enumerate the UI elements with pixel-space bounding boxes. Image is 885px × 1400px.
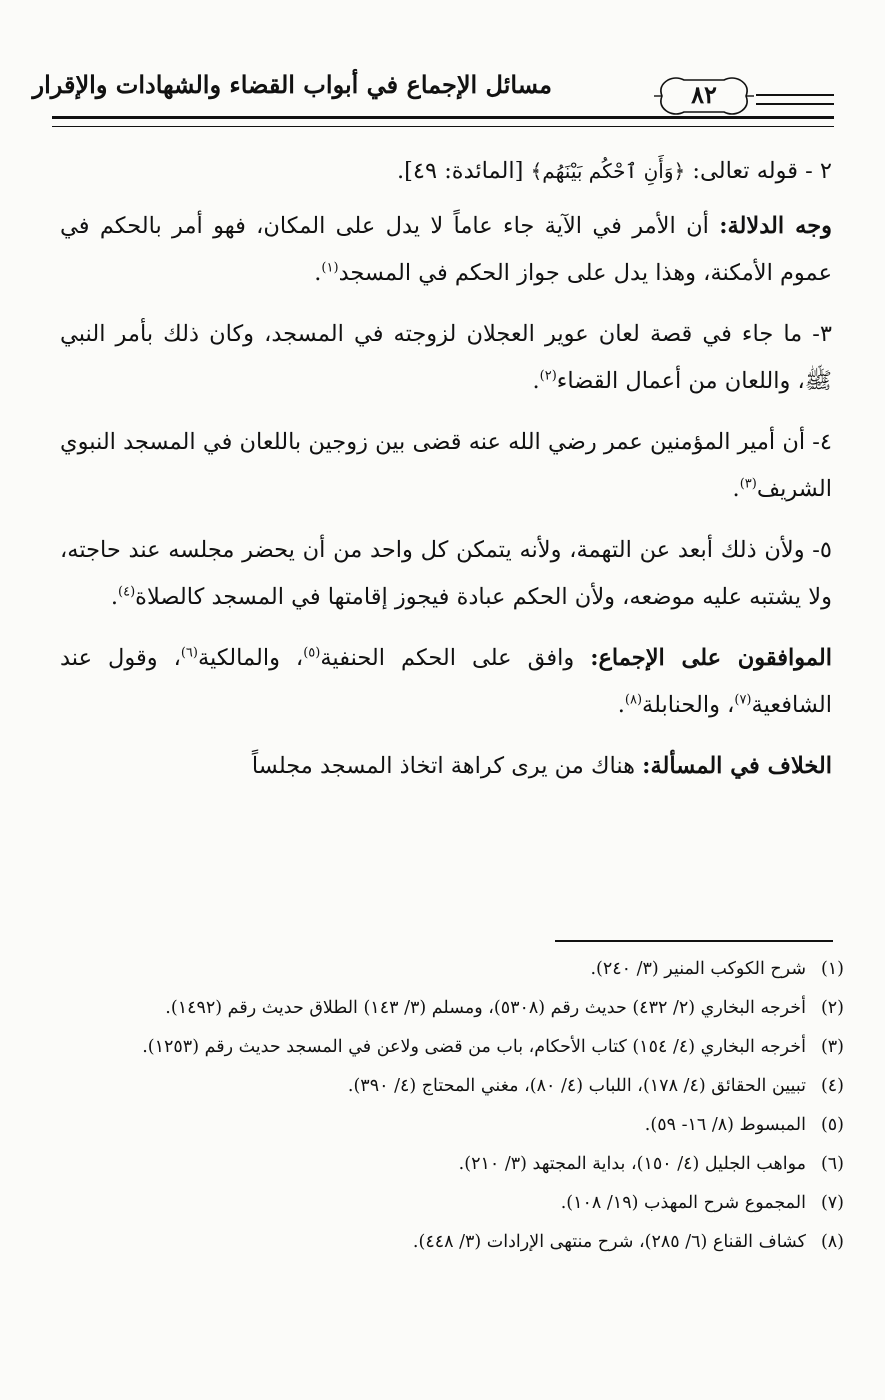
footnote-item	[72, 1032, 844, 1063]
punctuation: .	[532, 368, 540, 394]
footnote-ref[interactable]: (٣)	[739, 476, 757, 492]
paragraph-disagreement	[60, 743, 832, 790]
paragraph-text: هناك من يرى كراهة اتخاذ المسجد مجلساً	[251, 753, 643, 779]
paragraph-text: ، وقول عند الشافعية	[60, 645, 832, 718]
paragraph-text: ٤- أن أمير المؤمنين عمر رضي الله عنه قضى بين زوجين باللعان في المسجد النبوي الشريف	[60, 429, 832, 502]
footnote-text: أخرجه البخاري (٢/ ٤٣٢) حديث رقم (٥٣٠٨)، ومسلم (٣/ ١٤٣) الطلاق حديث رقم (١٤٩٢).	[165, 998, 806, 1018]
footnote-ref[interactable]: (٥)	[303, 645, 321, 661]
paragraph-evidence-2	[60, 148, 832, 195]
section-label: وجه الدلالة:	[719, 213, 832, 239]
footnote-text: المبسوط (٨/ ١٦- ٥٩).	[644, 1115, 806, 1135]
section-label: الموافقون على الإجماع:	[590, 645, 833, 671]
footnote-text: تبيين الحقائق (٤/ ١٧٨)، اللباب (٤/ ٨٠)، مغني المحتاج (٤/ ٣٩٠).	[347, 1076, 806, 1096]
punctuation: .	[314, 260, 322, 286]
page-number-frame	[654, 74, 754, 118]
header-ornament-line	[756, 94, 834, 105]
punctuation: .	[110, 584, 119, 610]
paragraph-text: ٥- ولأن ذلك أبعد عن التهمة، ولأنه يتمكن كل واحد من أن يحضر مجلسه عند حاجته، ولا يشتبه عليه موضعه، ولأن الحكم عبادة فيجوز إقامتها في المسجد كالصلاة	[60, 537, 832, 610]
footnotes	[72, 954, 844, 1266]
footnote-separator	[555, 940, 833, 942]
footnote-text: كشاف القناع (٦/ ٢٨٥)، شرح منتهى الإرادات (٣/ ٤٤٨).	[412, 1232, 806, 1252]
footnote-ref[interactable]: (٤)	[118, 584, 136, 600]
punctuation: .	[617, 692, 625, 718]
header-rule	[52, 116, 834, 127]
footnote-ref[interactable]: (٦)	[180, 645, 198, 661]
running-title: مسائل الإجماع في أبواب القضاء والشهادات والإقرار	[32, 70, 552, 99]
paragraph-evidence-3	[60, 311, 832, 405]
paragraph-evidence-5	[60, 527, 832, 621]
section-label: الخلاف في المسألة:	[642, 753, 832, 779]
paragraph-text: أن الأمر في الآية جاء عاماً لا يدل على المكان، فهو أمر بالحكم في عموم الأمكنة، وهذا يدل على جواز الحكم في المسجد	[60, 213, 832, 286]
footnote-number: (٧)	[820, 1193, 844, 1213]
main-text	[60, 148, 832, 804]
paragraph-indication	[60, 203, 832, 297]
footnote-number: (٦)	[820, 1154, 844, 1174]
punctuation: .	[732, 476, 740, 502]
footnote-number: (٤)	[820, 1076, 844, 1096]
paragraph-agreement	[60, 635, 832, 729]
footnote-item	[72, 1110, 844, 1141]
footnote-item	[72, 1188, 844, 1219]
footnote-number: (٥)	[820, 1115, 844, 1135]
footnote-ref[interactable]: (١)	[321, 260, 339, 276]
footnote-item	[72, 954, 844, 985]
paragraph-text: ٣- ما جاء في قصة لعان عوير العجلان لزوجته في المسجد، وكان ذلك بأمر النبي ﷺ، واللعان من أعمال القضاء	[60, 321, 832, 394]
footnote-ref[interactable]: (٨)	[624, 692, 643, 708]
footnote-item	[72, 1071, 844, 1102]
paragraph-text: ، والمالكية	[197, 645, 304, 671]
footnote-ref[interactable]: (٢)	[539, 368, 557, 384]
footnote-text: شرح الكوكب المنير (٣/ ٢٤٠).	[590, 959, 806, 979]
footnote-text: أخرجه البخاري (٤/ ١٥٤) كتاب الأحكام، باب من قضى ولاعن في المسجد حديث رقم (١٢٥٣).	[142, 1037, 806, 1057]
footnote-text: مواهب الجليل (٤/ ١٥٠)، بداية المجتهد (٣/ ٢١٠).	[458, 1154, 806, 1174]
footnote-item	[72, 993, 844, 1024]
page-number: ٨٢	[691, 80, 717, 109]
page-header	[32, 64, 834, 128]
footnote-text: المجموع شرح المهذب (١٩/ ١٠٨).	[560, 1193, 806, 1213]
footnote-number: (١)	[820, 959, 844, 979]
footnote-number: (٨)	[820, 1232, 844, 1252]
footnote-ref[interactable]: (٧)	[734, 692, 752, 708]
paragraph-evidence-4	[60, 419, 832, 513]
paragraph-text: ٢ - قوله تعالى:	[685, 158, 832, 184]
footnote-number: (٣)	[820, 1037, 844, 1057]
paragraph-text: ، والحنابلة	[642, 692, 735, 718]
paragraph-text: وافق على الحكم الحنفية	[320, 645, 591, 671]
footnote-number: (٢)	[820, 998, 844, 1018]
quran-verse: ﴿وَأَنِ ٱحْكُم بَيْنَهُم﴾	[530, 159, 686, 183]
footnote-item	[72, 1227, 844, 1258]
footnote-item	[72, 1149, 844, 1180]
verse-reference: [المائدة: ٤٩].	[396, 158, 531, 184]
